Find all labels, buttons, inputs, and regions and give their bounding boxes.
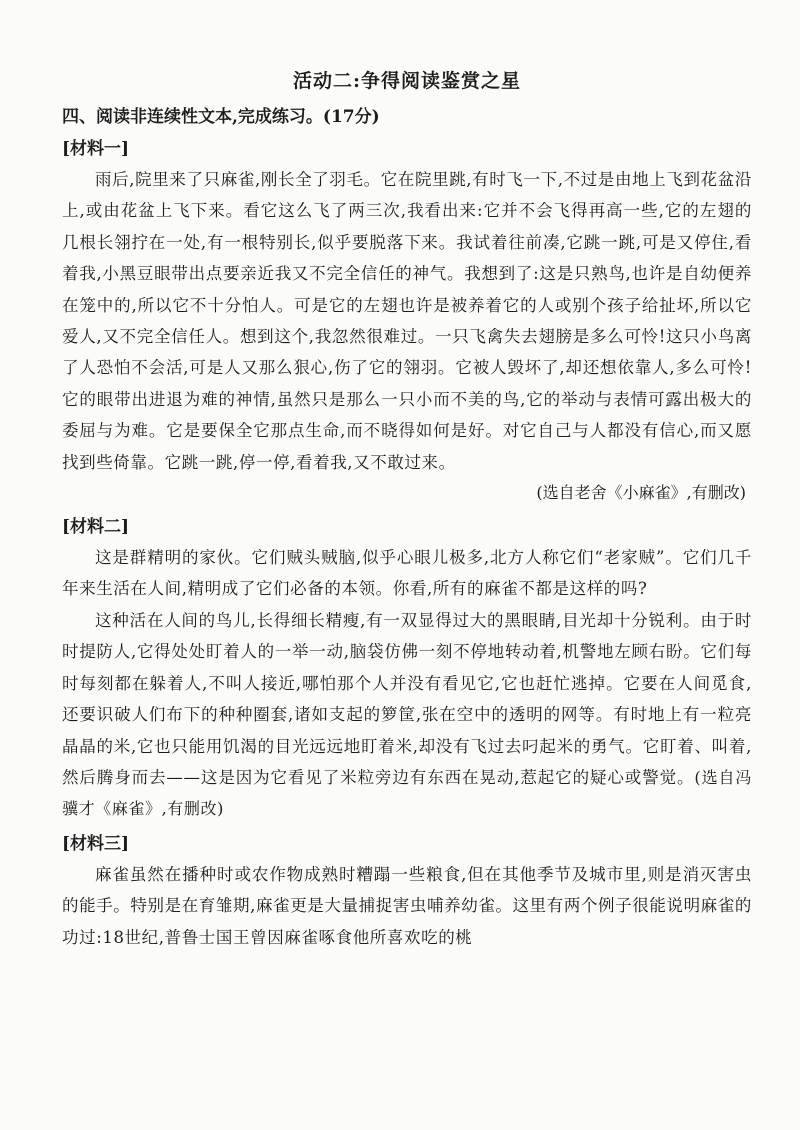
material-2-paragraph-2 — [62, 605, 752, 825]
material-1-label: [材料一] — [62, 139, 130, 159]
material-2-source: (选自冯骥才《麻雀》,有删改) — [62, 767, 752, 819]
activity-title: 活动二:争得阅读鉴赏之星 — [292, 70, 521, 92]
section-heading: 四、阅读非连续性文本,完成练习。(17分) — [62, 107, 380, 127]
material-1-source: (选自老舍《小麻雀》,有删改) — [536, 483, 746, 503]
material-3 — [62, 829, 752, 953]
material-2-paragraph-1: 这是群精明的家伙。它们贼头贼脑,似乎心眼儿极多,北方人称它们“老家贼”。它们几千年来生活在人间,精明成了它们必备的本领。你看,所有的麻雀不都是这样的吗? — [62, 548, 752, 599]
material-2 — [62, 512, 752, 825]
material-3-label: [材料三] — [62, 833, 130, 854]
material-2-label: [材料二] — [62, 517, 130, 538]
material-1 — [62, 134, 752, 508]
material-3-paragraph: 麻雀虽然在播种时或农作物成熟时糟蹋一些粮食,但在其他季节及城市里,则是消灭害虫的能手。特别是在育雏期,麻雀更是大量捕捉害虫哺养幼雀。这里有两个例子很能说明麻雀的功过:18世纪,普鲁士国王曾因麻雀啄食他所喜欢吃的桃 — [62, 864, 752, 947]
material-2-paragraph-2-text: 这种活在人间的鸟儿,长得细长精瘦,有一双显得过大的黑眼睛,目光却十分锐利。由于时时提防人,它得处处盯着人的一举一动,脑袋仿佛一刻不停地转动着,机警地左顾右盼。它们每时每刻都在躲着人,不叫人接近,哪怕那个人并没有看见它,它也赶忙逃掉。它要在人间觅食,还要识破人们布下的种种圈套,诸如支起的箩筐,张在空中的透明的网等。有时地上有一粒亮晶晶的米,它也只能用饥渴的目光远远地盯着米,却没有飞过去叼起米的勇气。它盯着、叫着,然后腾身而去——这是因为它看见了米粒旁边有东西在晃动,惹起它的疑心或警觉。 — [62, 610, 752, 787]
material-1-paragraph: 雨后,院里来了只麻雀,刚长全了羽毛。它在院里跳,有时飞一下,不过是由地上飞到花盆沿上,或由花盆上飞下来。看它这么飞了两三次,我看出来:它并不会飞得再高一些,它的左翅的几根长翎拧在一处,有一根特别长,似乎要脱落下来。我试着往前凑,它跳一跳,可是又停住,看着我,小黑豆眼带出点要亲近我又不完全信任的神气。我想到了:这是只熟鸟,也许是自幼便养在笼中的,所以它不十分怕人。可是它的左翅也许是被养着它的人或别个孩子给扯坏,所以它爱人,又不完全信任人。想到这个,我忽然很难过。一只飞禽失去翅膀是多么可怜!这只小鸟离了人恐怕不会活,可是人又那么狠心,伤了它的翎羽。它被人毁坏了,却还想依靠人,多么可怜!它的眼带出进退为难的神情,虽然只是那么一只小而不美的鸟,它的举动与表情可露出极大的委屈与为难。它是要保全它那点生命,而不晓得如何是好。对它自己与人都没有信心,而又愿找到些倚靠。它跳一跳,停一停,看着我,又不敢过来。 — [62, 170, 752, 472]
